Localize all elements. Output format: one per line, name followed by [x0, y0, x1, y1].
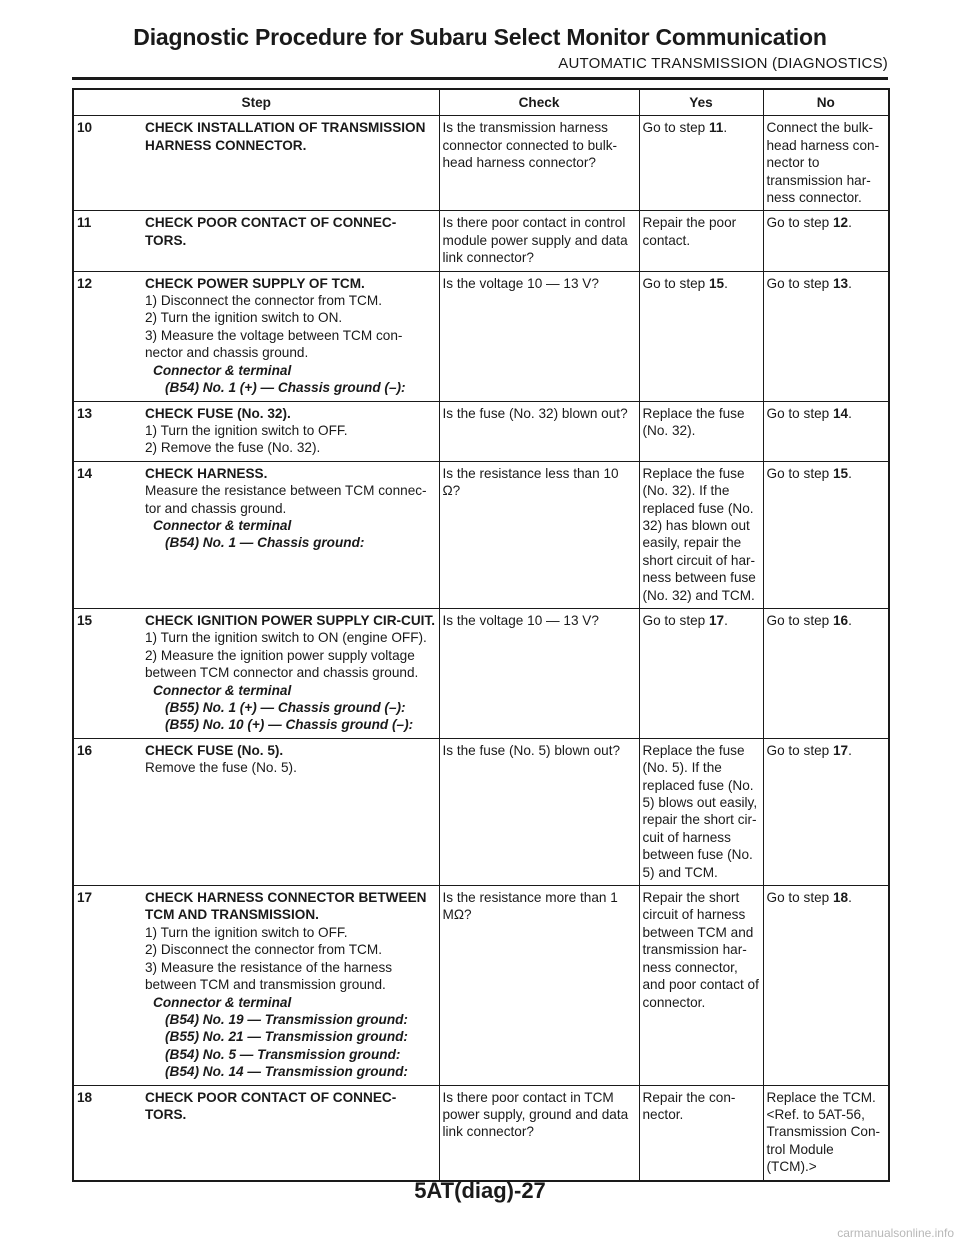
table-row	[73, 116, 889, 211]
step-number: 11	[77, 215, 92, 231]
yes-cell: Replace the fuse (No. 32).	[639, 401, 763, 461]
step-number: 10	[77, 120, 93, 136]
header-yes: Yes	[639, 89, 763, 116]
connector-terminal-item: (B55) No. 21 — Transmission ground:	[165, 1029, 408, 1045]
step-instruction: Measure the resistance between TCM connec-tor and chassis ground.	[145, 483, 427, 516]
step-title: CHECK INSTALLATION OF TRANSMISSION HARNESS CONNECTOR.	[145, 120, 426, 153]
step-cell	[73, 461, 439, 608]
step-number: 15	[77, 612, 93, 628]
diagnostic-procedure-table	[72, 88, 890, 1182]
check-cell: Is the voltage 10 — 13 V?	[439, 608, 639, 738]
step-cell	[73, 271, 439, 401]
yes-cell: Repair the con-nector.	[639, 1085, 763, 1181]
step-instruction: 3) Measure the resistance of the harness between TCM and transmission ground.	[145, 959, 393, 993]
step-instruction: 1) Turn the ignition switch to OFF.	[145, 924, 348, 940]
step-instruction: 2) Measure the ignition power supply voltage between TCM connector and chassis ground.	[145, 647, 419, 681]
check-cell: Is there poor contact in TCM power supply, ground and data link connector?	[439, 1085, 639, 1181]
table-row	[73, 271, 889, 401]
step-number: 16	[77, 742, 93, 758]
step-number: 12	[77, 275, 93, 291]
step-title: CHECK FUSE (No. 32).	[145, 405, 291, 421]
step-number: 18	[77, 1089, 93, 1105]
connector-terminal-label: Connector & terminal	[153, 517, 292, 533]
step-title: CHECK HARNESS.	[145, 465, 268, 481]
connector-terminal-item: (B54) No. 1 (+) — Chassis ground (–):	[165, 380, 406, 396]
step-title: CHECK HARNESS CONNECTOR BETWEEN TCM AND TRANSMISSION.	[145, 890, 427, 923]
table-row	[73, 886, 889, 1085]
page-number: 5AT(diag)-27	[414, 1178, 546, 1203]
table-row	[73, 461, 889, 608]
check-cell: Is there poor contact in control module power supply and data link connector?	[439, 211, 639, 271]
yes-cell: Go to step 17.	[639, 608, 763, 738]
connector-terminal-item: (B55) No. 1 (+) — Chassis ground (–):	[165, 700, 406, 715]
step-instruction: Remove the fuse (No. 5).	[145, 760, 297, 776]
check-cell: Is the fuse (No. 5) blown out?	[439, 738, 639, 885]
step-title: CHECK POOR CONTACT OF CONNEC-TORS.	[145, 215, 397, 248]
check-cell: Is the voltage 10 — 13 V?	[439, 271, 639, 401]
step-cell	[73, 1085, 439, 1181]
no-cell: Go to step 13.	[763, 271, 889, 401]
step-cell	[73, 116, 439, 211]
connector-terminal-label: Connector & terminal	[153, 994, 292, 1010]
connector-terminal-label: Connector & terminal	[153, 362, 292, 378]
check-cell: Is the transmission harness connector connected to bulk-head harness connector?	[439, 116, 639, 211]
step-number: 14	[77, 465, 93, 481]
step-cell	[73, 738, 439, 885]
connector-terminal-item: (B54) No. 14 — Transmission ground:	[165, 1064, 408, 1080]
step-cell	[73, 211, 439, 271]
connector-terminal-item: (B55) No. 10 (+) — Chassis ground (–):	[165, 717, 414, 733]
no-cell: Go to step 18.	[763, 886, 889, 1085]
no-cell: Connect the bulk-head harness con-nector to transmission har-ness connector.	[763, 116, 889, 211]
step-instruction: 3) Measure the voltage between TCM con-nector and chassis ground.	[145, 327, 403, 361]
check-cell: Is the resistance more than 1 MΩ?	[439, 886, 639, 1085]
connector-terminal-item: (B54) No. 1 — Chassis ground:	[165, 535, 365, 551]
step-number: 17	[77, 890, 93, 906]
yes-cell: Replace the fuse (No. 32). If the replaced fuse (No. 32) has blown out easily, repair the short circuit of har-ness between fuse (No. 32) and TCM.	[639, 461, 763, 608]
no-cell: Replace the TCM. <Ref. to 5AT-56, Transmission Con-trol Module (TCM).>	[763, 1085, 889, 1181]
step-instruction: 2) Turn the ignition switch to ON.	[145, 310, 343, 326]
step-number: 13	[77, 405, 93, 421]
step-instruction: 1) Turn the ignition switch to OFF.	[145, 422, 348, 438]
step-instruction: 2) Remove the fuse (No. 32).	[145, 440, 321, 456]
header-check: Check	[439, 89, 639, 116]
header-step: Step	[73, 89, 439, 116]
no-cell: Go to step 14.	[763, 401, 889, 461]
yes-cell: Go to step 11.	[639, 116, 763, 211]
check-cell: Is the fuse (No. 32) blown out?	[439, 401, 639, 461]
step-instruction: 2) Disconnect the connector from TCM.	[145, 942, 382, 958]
page-title: Diagnostic Procedure for Subaru Select Monitor Communication	[133, 24, 827, 50]
header-rule	[72, 77, 888, 80]
table-body	[73, 116, 889, 1181]
step-cell	[73, 401, 439, 461]
yes-cell: Repair the short circuit of harness between TCM and transmission har-ness connector, and poor contact of connector.	[639, 886, 763, 1085]
step-title: CHECK POWER SUPPLY OF TCM.	[145, 275, 365, 291]
table-row	[73, 1085, 889, 1181]
no-cell: Go to step 12.	[763, 211, 889, 271]
table-row	[73, 738, 889, 885]
step-title: CHECK POOR CONTACT OF CONNEC-TORS.	[145, 1089, 397, 1122]
check-cell: Is the resistance less than 10 Ω?	[439, 461, 639, 608]
no-cell: Go to step 17.	[763, 738, 889, 885]
step-cell	[73, 886, 439, 1085]
step-instruction: 1) Disconnect the connector from TCM.	[145, 293, 382, 309]
connector-terminal-item: (B54) No. 19 — Transmission ground:	[165, 1011, 408, 1027]
header-no: No	[763, 89, 889, 116]
table-row	[73, 608, 889, 738]
no-cell: Go to step 15.	[763, 461, 889, 608]
table-row	[73, 211, 889, 271]
watermark: carmanualsonline.info	[837, 1226, 954, 1240]
step-title: CHECK FUSE (No. 5).	[145, 742, 284, 758]
connector-terminal-item: (B54) No. 5 — Transmission ground:	[165, 1046, 401, 1062]
step-cell	[73, 608, 439, 738]
yes-cell: Repair the poor contact.	[639, 211, 763, 271]
section-subtitle: AUTOMATIC TRANSMISSION (DIAGNOSTICS)	[558, 55, 888, 72]
yes-cell: Replace the fuse (No. 5). If the replaced fuse (No. 5) blows out easily, repair the short cir-cuit of harness between fuse (No. 5) and TCM.	[639, 738, 763, 885]
yes-cell: Go to step 15.	[639, 271, 763, 401]
table-row	[73, 401, 889, 461]
connector-terminal-label: Connector & terminal	[153, 682, 292, 698]
step-instruction: 1) Turn the ignition switch to ON (engine OFF).	[145, 630, 427, 646]
table-header-row	[73, 89, 889, 116]
no-cell: Go to step 16.	[763, 608, 889, 738]
step-title: CHECK IGNITION POWER SUPPLY CIR-CUIT.	[145, 612, 436, 628]
